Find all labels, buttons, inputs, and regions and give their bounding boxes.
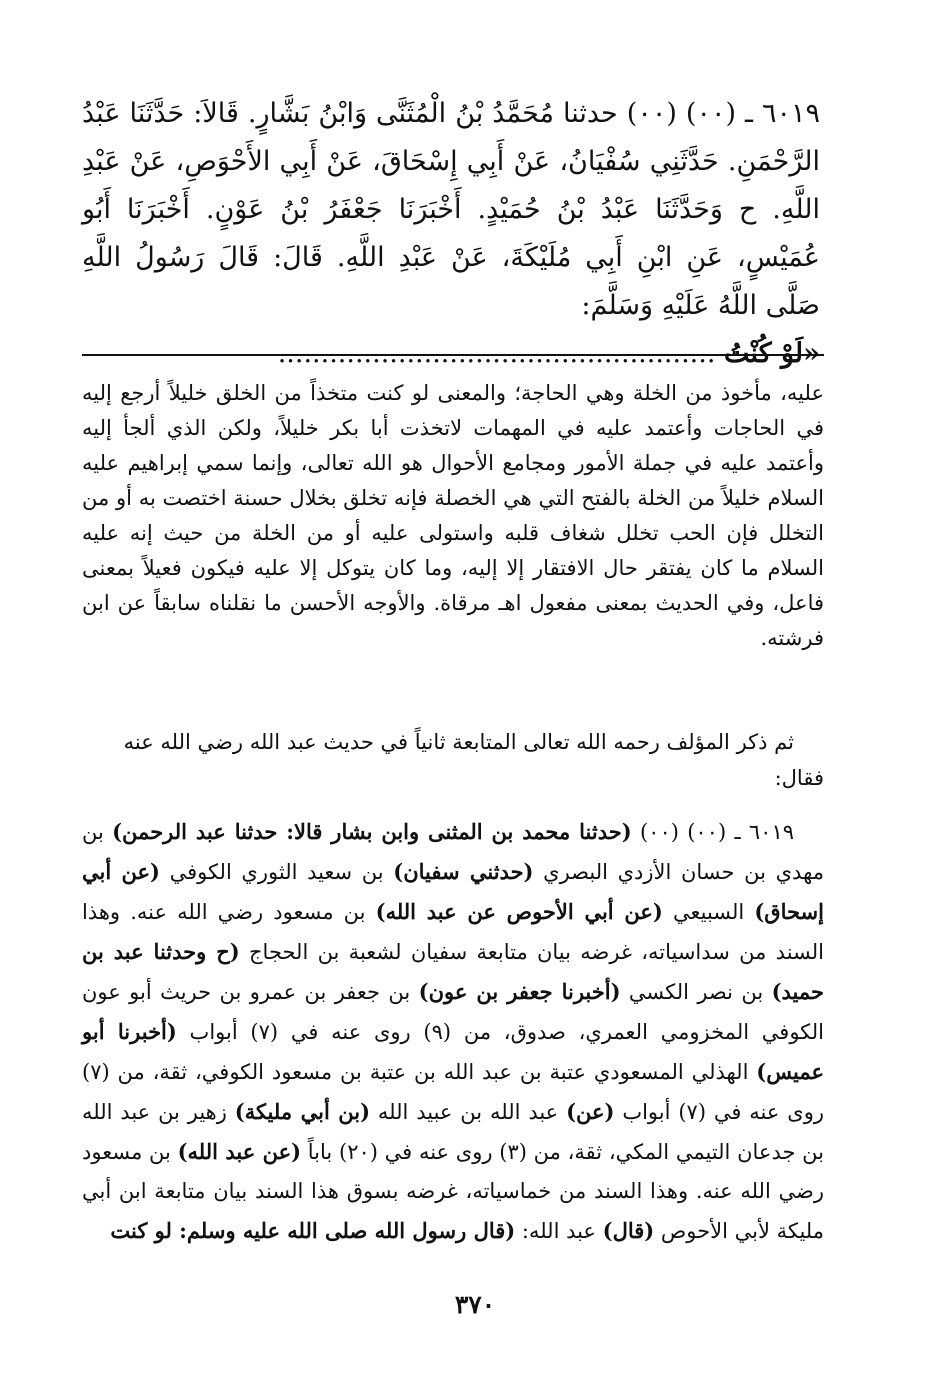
sharh-text: عبد الله:	[515, 1219, 603, 1243]
page-number: ٣٧٠	[454, 1290, 496, 1319]
sharh-quote: (بن أبي مليكة)	[234, 1099, 371, 1124]
hadith-text: حدثنا مُحَمَّدُ بْنُ الْمُثَنَّى وَابْنُ بَشَّارٍ. قَالاَ: حَدَّثَنَا عَبْدُ الرَّحْمَنِ. حَدَّثَنِي سُفْيَانُ، عَنْ أَبِي إِسْحَاقَ، عَنْ أَبِي الأَحْوَصِ، عَنْ عَبْدِ اللَّهِ. ح وَحَدَّثَنَا عَبْدُ بْنُ حُمَيْدٍ. أَخْبَرَنَا جَعْفَرُ بْنُ عَوْنٍ. أَخْبَرَنَا أَبُو عُمَيْسٍ، عَنِ ابْنِ أَبِي مُلَيْكَةَ، عَنْ عَبْدِ اللَّهِ. قَالَ: قَالَ رَسُولُ اللَّهِ صَلَّى اللَّهُ عَلَيْهِ وَسَلَّمَ:	[82, 98, 820, 321]
intro-paragraph: ثم ذكر المؤلف رحمه الله تعالى المتابعة ثانياً في حديث عبد الله رضي الله عنه فقال:	[123, 730, 824, 790]
sharh-quote: (حدثني سفيان)	[393, 859, 534, 884]
sharh-text: بن مهدي بن حسان الأزدي البصري	[82, 820, 824, 884]
hadith-quote-start: «لَوْ كُنْتُ	[724, 338, 820, 369]
sharh-text: زهير بن عبد الله بن جدعان التيمي المكي، ثقة، من (٣) روى عنه في (٢٠) باباً	[82, 1100, 825, 1164]
sharh-number: ٦٠١٩ ـ (٠٠) (٠٠)	[631, 820, 795, 844]
commentary-paragraph: عليه، مأخوذ من الخلة وهي الحاجة؛ والمعنى لو كنت متخذاً من الخلق خليلاً أرجع إليه في الحاجات وأعتمد عليه في المهمات لاتخذت أبا بكر خليلاً، ولكن الذي ألجأ إليه وأعتمد عليه في جملة الأمور ومجامع الأحوال هو الله تعالى، وإنما سمي إبراهيم عليه السلام خليلاً من الخلة بالفتح التي هي الخصلة فإنه تخلق بخلال حسنة اختصت به أو من التخلل فإن الحب تخلل شغاف قلبه واستولى عليه أو من الخلة من حيث إنه عليه السلام ما كان يفتقر حال الافتقار إلا إليه، وما كان يتوكل إلا عليه فيكون فعيلاً بمعنى فاعل، وفي الحديث بمعنى مفعول اهـ مرقاة. والأوجه الأحسن ما نقلناه سابقاً عن ابن فرشته.	[82, 381, 824, 650]
sharh-quote: (أخبرنا جعفر بن عون)	[418, 979, 621, 1004]
hadith-dots: ...................................................	[277, 338, 716, 369]
sharh-quote: (ح وحدثنا عبد بن حميد)	[82, 939, 825, 1004]
intro-block	[82, 724, 824, 796]
sharh-paragraph	[82, 812, 824, 1251]
sharh-text: بن مسعود رضي الله عنه. وهذا السند من سداسياته، غرضه بيان متابعة سفيان لشعبة بن الحجاج	[82, 900, 824, 964]
sharh-block	[82, 812, 824, 1251]
commentary-block	[82, 376, 824, 656]
sharh-text: بن نصر الكسي	[620, 980, 772, 1004]
sharh-text: بن جعفر بن عمرو بن حريث أبو عون الكوفي المخزومي العمري، صدوق، من (٩) روى عنه في (٧) أبواب	[82, 980, 824, 1044]
sharh-quote: (عن عبد الله)	[177, 1139, 302, 1164]
separator-rule	[82, 354, 824, 356]
sharh-quote: (قال رسول الله صلى الله عليه وسلم: لو كنت	[110, 1218, 516, 1243]
sharh-text: الهذلي المسعودي عتبة بن عبد الله بن عتبة بن مسعود الكوفي، ثقة، من (٧) روى عنه في (٧) أبواب	[82, 1060, 824, 1124]
sharh-text: السبيعي	[662, 900, 755, 924]
sharh-text: بن مسعود رضي الله عنه. وهذا السند من خماسياته، غرضه بسوق هذا السند بيان متابعة ابن أبي مليكة لأبي الأحوص	[82, 1140, 824, 1243]
sharh-text: بن سعيد الثوري الكوفي	[159, 860, 394, 884]
hadith-matn-block	[82, 90, 820, 378]
sharh-quote: (حدثنا محمد بن المثنى وابن بشار قالا: حدثنا عبد الرحمن)	[112, 819, 632, 844]
sharh-text: عبد الله بن عبيد الله	[370, 1100, 567, 1124]
sharh-quote: (عن)	[566, 1099, 615, 1124]
hadith-number: ٦٠١٩ ـ (٠٠) (٠٠)	[626, 98, 821, 129]
sharh-quote: (عن أبي إسحاق)	[82, 859, 824, 924]
sharh-quote: (أخبرنا أبو عميس)	[82, 1019, 824, 1084]
hadith-paragraph	[82, 90, 820, 378]
sharh-quote: (عن أبي الأحوص عن عبد الله)	[375, 899, 663, 924]
sharh-quote: (قال)	[602, 1218, 655, 1243]
